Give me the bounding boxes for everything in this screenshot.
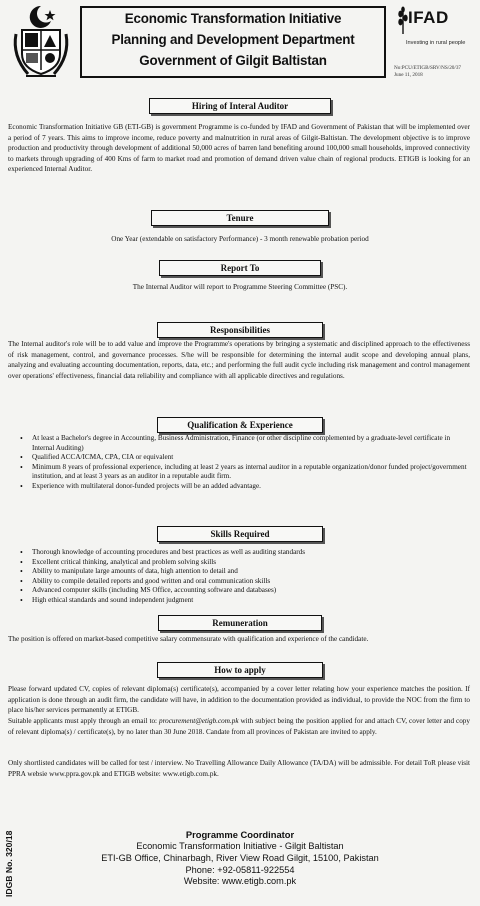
heading-how-to-apply: How to apply [157, 662, 323, 678]
title-line-1: Economic Transformation Initiative [124, 11, 342, 26]
list-item: • Ability to manipulate large amounts of data, high attention to detail and [18, 567, 468, 577]
heading-tenure: Tenure [151, 210, 329, 226]
list-item: • Thorough knowledge of accounting procedures and best practices as well as auditing standards [18, 548, 468, 558]
footer-line-3: Phone: +92-05811-922554 [185, 864, 295, 875]
reference-info [394, 65, 461, 79]
apply-paragraph-1: Please forward updated CV, copies of relevant diploma(s) certificate(s), accompanied by a cover letter relating how your experience matches the position. If application is done through an audit firm, the candidate will have, in addition to the documentation provided as individual, to provide the NOC from the firm to place his/her services permanently at ETIGB. [8, 685, 470, 714]
section-tenure [0, 208, 480, 226]
list-item: • Minimum 8 years of professional experience, including at least 2 years as internal auditor in a reputable organization/donor funded project/government institution, and at least 3 years as an auditor in a reputable audit firm. [18, 463, 468, 482]
apply-paragraph-3: Only shortlisted candidates will be called for test / interview. No Travelling Allowance Daily Allowance (TA/DA) will be admissible. For detail ToR please visit PPRA websie www.ppra.gov.pk and ETIGB website: www.etigb.com.pk. [8, 759, 470, 778]
list-item: • Experience with multilateral donor-funded projects will be an added advantage. [18, 482, 468, 492]
section-hiring [0, 96, 480, 114]
ifad-logo: IFAD [408, 8, 449, 27]
apply-paragraph-2 [8, 716, 470, 737]
hiring-description: Economic Transformation Initiative GB (ETI-GB) is government Programme is co-funded by IFAD and Government of Pakistan that will be implemented over a period of 7 years. This aims to improve income, reduce poverty and malnutrition in rural areas of Gilgit-Baltistan. The development objective is to improve production and productivity through development of additional 50,000 acres of barren land benefiting around 100,000 small households, improved connectivity to markets through upgrading of 400 Kms of farm to market road and promotion of demand driven value chain of regional products. ETIGB is looking for an experienced Internal Auditor. [8, 123, 470, 173]
footer-line-4: Website: www.etigb.com.pk [183, 876, 297, 887]
ifad-block [392, 4, 474, 84]
list-item: • Ability to compile detailed reports and good written and oral communication skills [18, 577, 468, 587]
list-item: • Qualified ACCA/ICMA, CPA, CIA or equivalent [18, 453, 468, 463]
ifad-tagline: Investing in rural people [406, 40, 466, 46]
footer-line-2: ETI-GB Office, Chinarbagh, River View Road Gilgit, 15100, Pakistan [101, 852, 379, 863]
reference-date: June 11, 2018 [394, 72, 423, 78]
gilgit-baltistan-emblem-icon [8, 4, 74, 82]
heading-report-to: Report To [159, 260, 321, 276]
department-title-box [80, 6, 386, 78]
remuneration-text: The position is offered on market-based competitive salary commensurate with qualification and experience of the candidate. [8, 635, 369, 643]
list-item: • Advanced computer skills (including MS Office, accounting software and databases) [18, 586, 468, 596]
heading-responsibilities: Responsibilities [157, 322, 323, 338]
list-item: • Excellent critical thinking, analytical and problem solving skills [18, 558, 468, 568]
list-item: • High ethical standards and sound independent judgment [18, 596, 468, 606]
section-remuneration [0, 613, 480, 631]
apply-text-b: with subject being the position applied for and attach CV, cover letter and copy of relevant diploma(s) / certificate(s), by no later than 30 June 2018. Candate from all provinces of Pakistan are invited to apply. [8, 717, 470, 736]
apply-text-a: Suitable applicants must apply through an email to: [8, 717, 159, 725]
header [8, 4, 472, 86]
heading-remuneration: Remuneration [158, 615, 322, 631]
tenure-text: One Year (extendable on satisfactory Performance) - 3 month renewable probation period [111, 235, 369, 243]
report-to-text: The Internal Auditor will report to Programme Steering Committee (PSC). [132, 283, 348, 291]
heading-hiring: Hiring of Interal Auditor [149, 98, 331, 114]
qualification-list [18, 434, 468, 492]
title-line-2: Planning and Development Department [111, 32, 355, 47]
heading-skills: Skills Required [157, 526, 323, 542]
section-qualification [0, 415, 480, 433]
section-how-to-apply [0, 660, 480, 678]
heading-qualification: Qualification & Experience [157, 417, 323, 433]
side-id-label [1, 830, 15, 900]
footer-title: Programme Coordinator [185, 829, 295, 840]
footer-line-1: Economic Transformation Initiative - Gilgit Baltistan [136, 841, 344, 851]
section-report-to [0, 258, 480, 276]
section-responsibilities [0, 320, 480, 338]
footer-contact [0, 829, 480, 888]
section-skills [0, 524, 480, 542]
list-item: • At least a Bachelor's degree in Accounting, Business Administration, Finance (or other discipline complemented by a graduate-level certificate in Internal Auditing) [18, 434, 468, 453]
apply-email-link[interactable]: procurement@etigb.com.pk [159, 717, 239, 725]
reference-number: No:PCU/ETIGB/SRV/NS/20/37 [394, 65, 462, 71]
responsibilities-text: The Internal auditor's role will be to add value and improve the Programme's operations by bringing a systematic and disciplined approach to the effectiveness of risk management, control, and governance processes. S/he will be responsible for determining the internal audit scope and developing annual plans, analyzing and evaluating accounting documentation, reports, data, etc.; and performing the full audit cycle including risk management and control management over operations' effectiveness, financial data reliability and compliance with all applicable directives and regulations. [8, 340, 470, 380]
title-line-3: Government of Gilgit Baltistan [139, 53, 327, 68]
side-id-text: IDGB No. 320/18 [4, 830, 14, 897]
skills-list [18, 548, 468, 606]
